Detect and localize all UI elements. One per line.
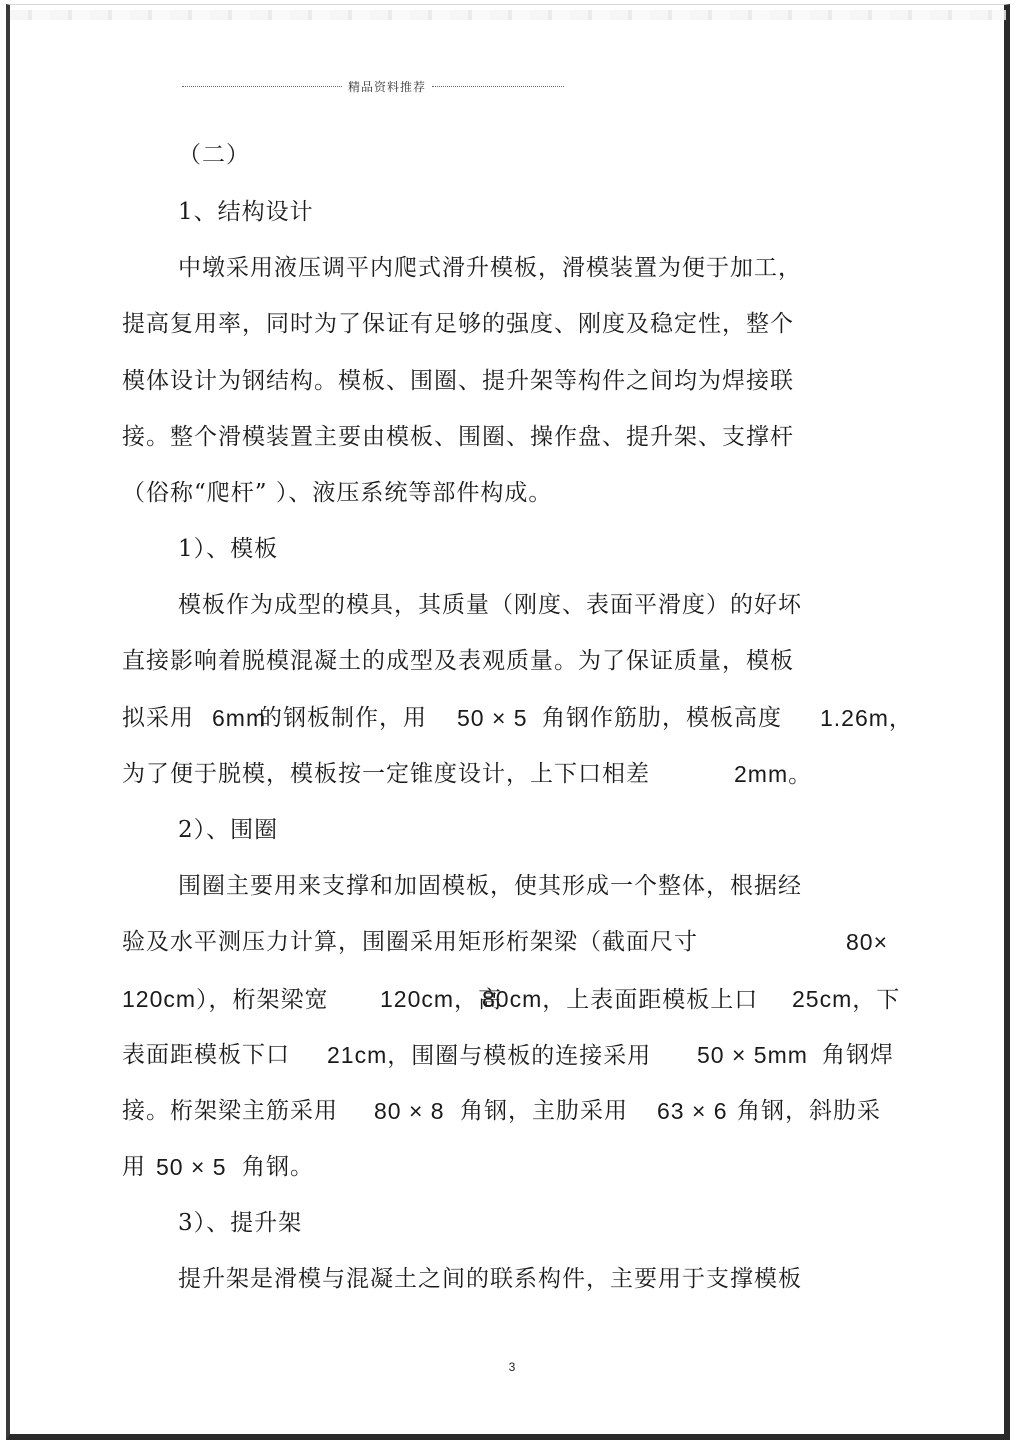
value-run: 1.26m， — [820, 705, 913, 731]
value-run: 50 × 5 — [156, 1154, 227, 1180]
paragraph-line: 中墩采用液压调平内爬式滑升模板，滑模装置为便于加工， — [178, 255, 802, 281]
value-run: 63 × 6 — [657, 1098, 728, 1124]
value-run: 50 × 5mm — [697, 1042, 808, 1068]
subheading-ring-beam: 2）、围圈 — [178, 817, 279, 843]
text-run: 拟采用 — [122, 705, 194, 731]
subheading-formwork: 1）、模板 — [178, 536, 279, 562]
value-run: 80 × 8 — [374, 1098, 445, 1124]
text-run: 表面距模板下口 — [122, 1042, 290, 1068]
text-run: 用 — [122, 1154, 146, 1180]
header-title: 精品资料推荐 — [347, 80, 426, 94]
value-run: 80cm，上表面距模板上口 — [482, 986, 759, 1012]
value-run: 25cm，下 — [792, 986, 901, 1012]
subheading-lifting-frame: 3）、提升架 — [178, 1210, 303, 1236]
text-run: 角钢，主肋采用 — [460, 1098, 628, 1124]
paragraph-line: 接。整个滑模装置主要由模板、围圈、操作盘、提升架、支撑杆 — [122, 424, 794, 450]
paragraph-line: 提高复用率，同时为了保证有足够的强度、刚度及稳定性，整个 — [122, 311, 794, 337]
paragraph-line: 提升架是滑模与混凝土之间的联系构件，主要用于支撑模板 — [178, 1266, 802, 1292]
value-run: 2mm。 — [734, 761, 813, 787]
text-run: 为了便于脱模，模板按一定锥度设计，上下口相差 — [122, 761, 650, 787]
text-run: 的钢板制作，用 — [259, 705, 427, 731]
header-rule-right — [432, 86, 564, 87]
text-run: 验及水平测压力计算，围圈采用矩形桁架梁（截面尺寸 — [122, 929, 698, 955]
section-number: （二） — [178, 142, 250, 168]
value-run: 120cm），桁架梁宽 — [122, 986, 329, 1012]
paragraph-line: （俗称“爬杆” ）、液压系统等部件构成。 — [122, 480, 553, 506]
paragraph-line: 直接影响着脱模混凝土的成型及表观质量。为了保证质量，模板 — [122, 648, 794, 674]
heading-structure-design: 1、结构设计 — [178, 199, 314, 225]
paragraph-line: 围圈主要用来支撑和加固模板，使其形成一个整体，根据经 — [178, 873, 802, 899]
value-run: 21cm，围圈与模板的连接采用 — [327, 1042, 652, 1068]
text-run: 角钢。 — [242, 1154, 314, 1180]
text-run: 角钢作筋肋，模板高度 — [542, 705, 782, 731]
text-run: 角钢，斜肋采 — [737, 1098, 881, 1124]
scan-top-edge — [10, 10, 1006, 20]
value-run: 120cm，高 — [380, 986, 503, 1012]
value-run: 50 × 5 — [457, 705, 528, 731]
header-rule-left — [182, 86, 342, 87]
text-run: 接。桁架梁主筋采用 — [122, 1098, 338, 1124]
value-run: 6mm — [212, 705, 267, 731]
value-run: 80× — [846, 929, 889, 955]
paragraph-line: 模板作为成型的模具，其质量（刚度、表面平滑度）的好坏 — [178, 592, 802, 618]
paragraph-line: 模体设计为钢结构。模板、围圈、提升架等构件之间均为焊接联 — [122, 368, 794, 394]
text-run: 角钢焊 — [822, 1042, 894, 1068]
page-number: 3 — [508, 1360, 516, 1374]
